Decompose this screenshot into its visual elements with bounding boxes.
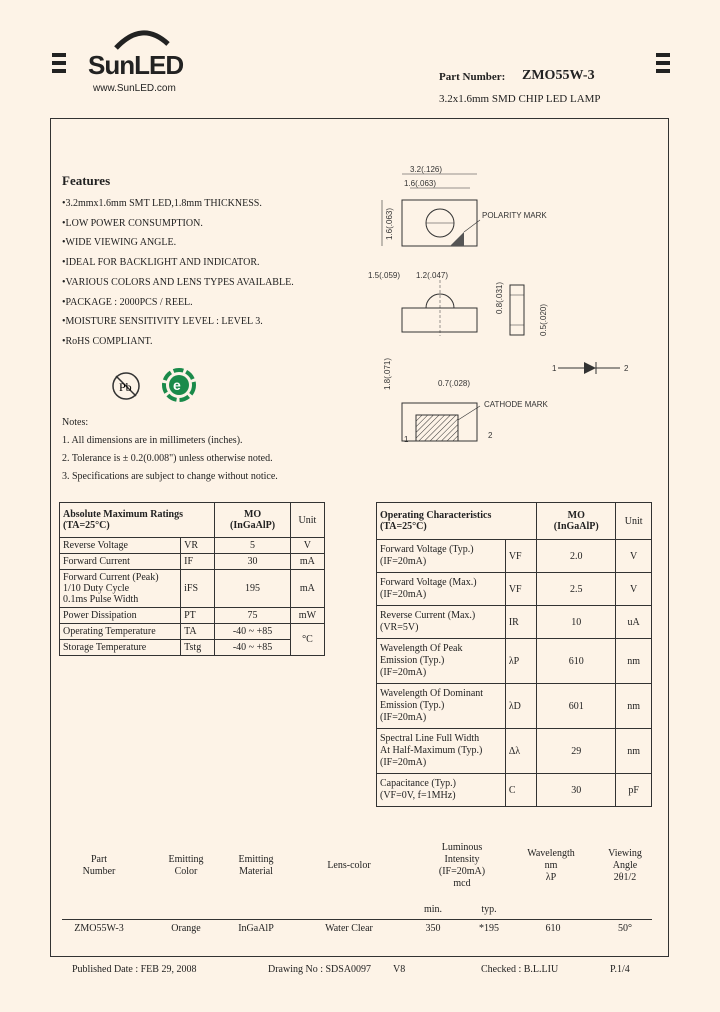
typ-label: typ. <box>481 904 497 915</box>
part-table <box>62 842 652 924</box>
dim-left: 1.6(.063) <box>385 207 394 240</box>
cathode-mark-label: CATHODE MARK <box>484 400 548 409</box>
table-row: Power Dissipation PT 75 mW <box>60 608 325 624</box>
website: www.SunLED.com <box>93 83 176 94</box>
table-row: Forward Voltage (Typ.) (IF=20mA) VF 2.0 V <box>377 540 652 573</box>
feature-item: •IDEAL FOR BACKLIGHT AND INDICATOR. <box>62 257 260 269</box>
table-row: Operating Temperature TA -40 ~ +85 °C <box>60 624 325 640</box>
col-lens: Lens-color <box>327 860 371 871</box>
dim-side1: 1.5(.059) <box>368 271 401 280</box>
feature-item: •VARIOUS COLORS AND LENS TYPES AVAILABLE. <box>62 276 294 288</box>
part-table-divider <box>62 919 652 920</box>
table-row: Reverse Voltage VR 5 V <box>60 538 325 554</box>
note-item: 2. Tolerance is ± 0.2(0.008") unless otherwise noted. <box>62 453 273 464</box>
abs-header-mo: MO (InGaAlP) <box>215 503 291 538</box>
drawing-number: Drawing No : SDSA0097 <box>268 964 372 975</box>
diode-right-label: 2 <box>624 364 629 373</box>
feature-item: •MOISTURE SENSITIVITY LEVEL : LEVEL 3. <box>62 316 263 328</box>
part-number-label: Part Number: <box>439 71 506 83</box>
abs-header-title: Absolute Maximum Ratings (TA=25°C) <box>60 503 215 538</box>
abs-header-unit: Unit <box>290 503 324 538</box>
table-row: Storage Temperature Tstg -40 ~ +85 <box>60 640 325 656</box>
table-row: Forward Current (Peak) 1/10 Duty Cycle 0.1ms Pulse Width iFS 195 mA <box>60 570 325 608</box>
version: V8 <box>393 964 406 975</box>
min-label: min. <box>423 904 443 915</box>
left-bars-icon <box>52 53 66 77</box>
pin2-label: 2 <box>488 431 493 440</box>
checked-by: Checked : B.L.LIU <box>481 964 559 975</box>
feature-item: •RoHS COMPLIANT. <box>62 335 153 347</box>
col-part: Part Number <box>82 854 116 877</box>
feature-item: •PACKAGE : 2000PCS / REEL. <box>62 296 193 308</box>
dim-right1: 0.8(.031) <box>495 281 504 314</box>
feature-item: •3.2mmx1.6mm SMT LED,1.8mm THICKNESS. <box>62 198 262 209</box>
note-item: 1. All dimensions are in millimeters (inches). <box>62 435 243 446</box>
pb-free-icon <box>110 370 142 402</box>
dim-side2: 1.2(.047) <box>416 271 449 280</box>
published-date: Published Date : FEB 29, 2008 <box>72 964 197 975</box>
col-material: Emitting Material <box>238 854 274 877</box>
operating-table <box>376 502 652 807</box>
right-bars-icon <box>656 53 670 77</box>
dim-top1: 3.2(.126) <box>410 165 443 174</box>
col-color: Emitting Color <box>168 854 204 877</box>
brand-logo: SunLED <box>88 50 184 80</box>
features-title: Features <box>62 173 111 188</box>
diode-left-label: 1 <box>552 364 557 373</box>
table-row: Wavelength Of Dominant Emission (Typ.) (IF=20mA) λD 601 nm <box>377 684 652 729</box>
part-number: ZMO55W-3 <box>522 68 595 83</box>
op-header-unit: Unit <box>616 503 652 540</box>
subtitle: 3.2x1.6mm SMD CHIP LED LAMP <box>439 93 601 105</box>
page-number: P.1/4 <box>610 964 630 975</box>
polarity-label: POLARITY MARK <box>482 211 547 220</box>
rohs-e-icon <box>160 366 198 404</box>
table-row: Forward Voltage (Max.) (IF=20mA) VF 2.5 V <box>377 573 652 606</box>
col-angle: Viewing Angle 2θ1/2 <box>608 848 642 883</box>
table-row: Forward Current IF 30 mA <box>60 554 325 570</box>
abs-max-table <box>59 502 325 656</box>
op-header-mo: MO (InGaAlP) <box>537 503 616 540</box>
table-row: Wavelength Of Peak Emission (Typ.) (IF=20mA) λP 610 nm <box>377 639 652 684</box>
notes-title: Notes: <box>62 417 89 428</box>
table-row: Reverse Current (Max.) (VR=5V) IR 10 uA <box>377 606 652 639</box>
dim-bottom: 0.7(.028) <box>438 379 471 388</box>
pb-label: Pb <box>119 380 132 394</box>
feature-item: •WIDE VIEWING ANGLE. <box>62 237 177 249</box>
feature-item: •LOW POWER CONSUMPTION. <box>62 217 203 229</box>
op-header-title: Operating Characteristics (TA=25°C) <box>377 503 537 540</box>
table-row: Capacitance (Typ.) (VF=0V, f=1MHz) C 30 pF <box>377 774 652 807</box>
dim-top2: 1.6(.063) <box>404 179 437 188</box>
notes <box>62 414 278 486</box>
col-intensity: Luminous Intensity (IF=20mA) mcd <box>438 842 486 889</box>
pin1-label: 1 <box>404 435 409 444</box>
e-label: e <box>173 377 181 393</box>
note-item: 3. Specifications are subject to change without notice. <box>62 471 278 482</box>
table-row: Spectral Line Full Width At Half-Maximum (Typ.) (IF=20mA) Δλ 29 nm <box>377 729 652 774</box>
features-list <box>62 194 294 352</box>
dim-left2: 1.8(.071) <box>383 357 392 390</box>
package-drawing <box>360 160 660 450</box>
col-wavelength: Wavelength nm λP <box>527 848 575 883</box>
dim-right2: 0.5(.020) <box>539 303 548 336</box>
logo-arc-icon <box>112 24 172 50</box>
